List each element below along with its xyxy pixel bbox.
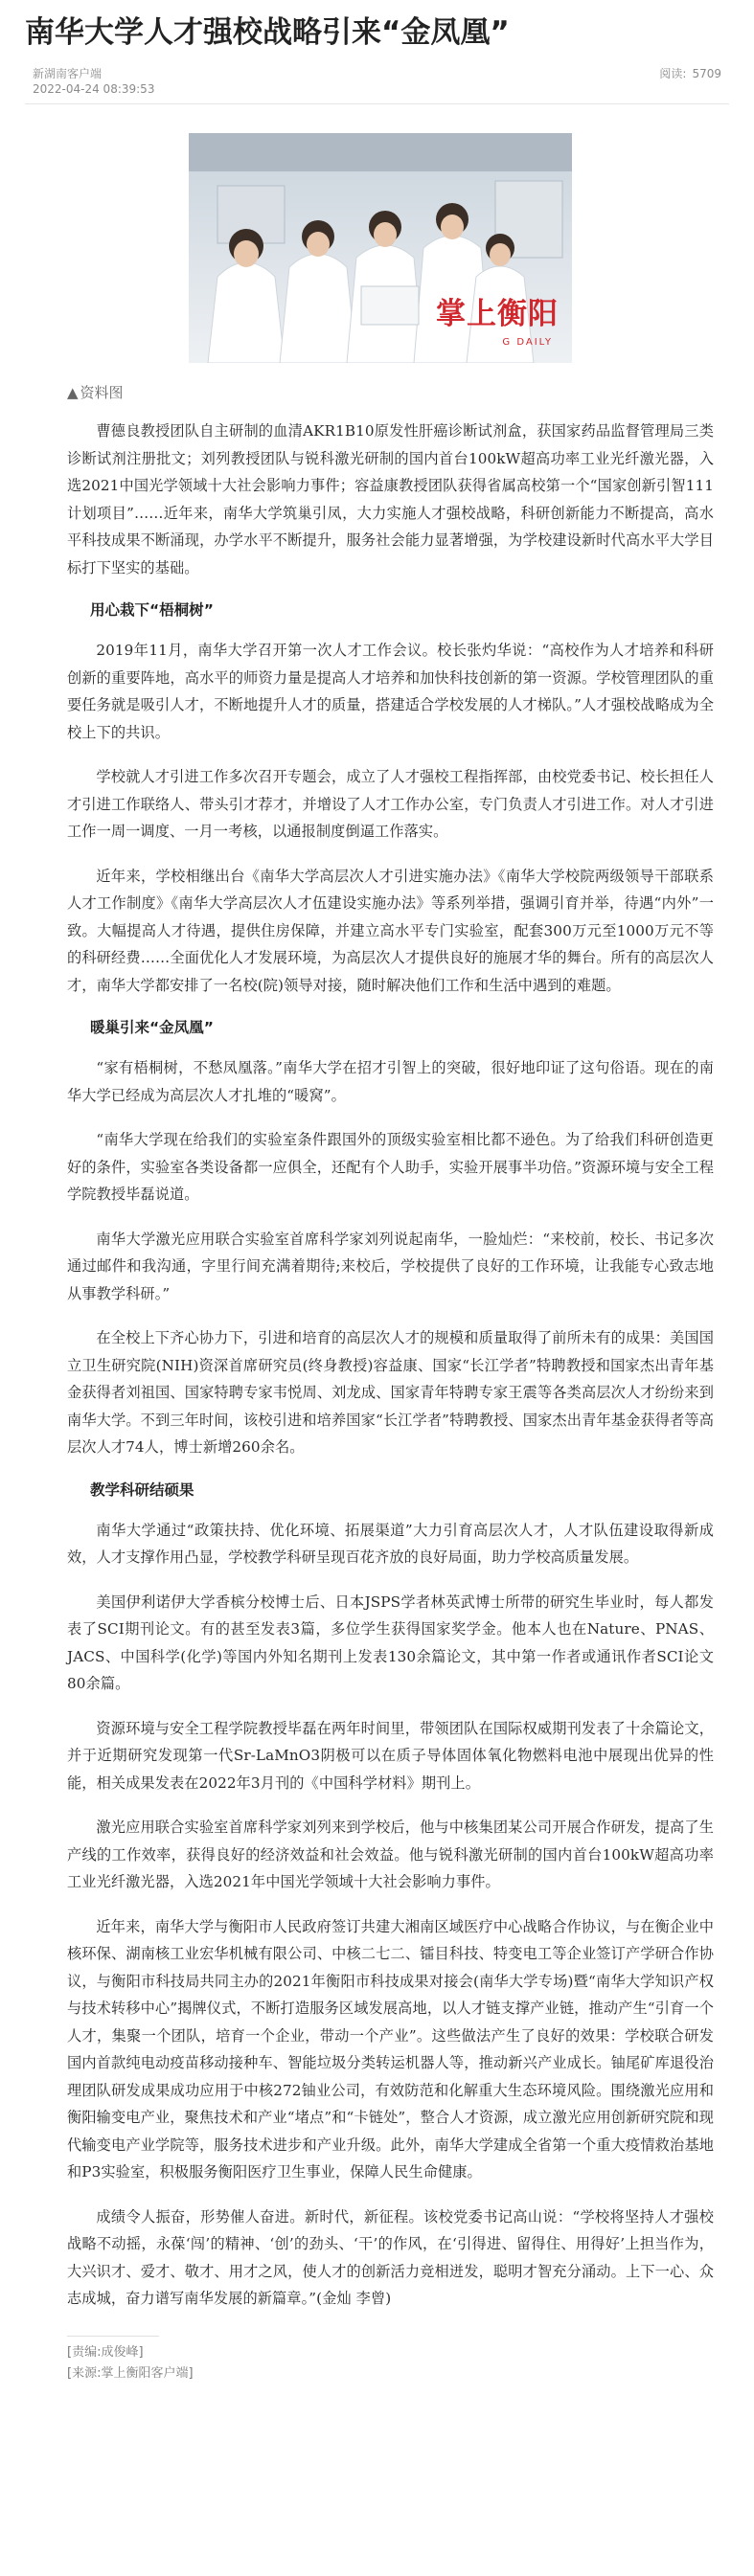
article-paragraph: 学校就人才引进工作多次召开专题会，成立了人才强校工程指挥部，由校党委书记、校长担任人才引进工作联络人、带头引才荐才，并增设了人才工作办公室，专门负责人才引进工作。对人才引进工作一周一调度、一月一考核，以通报制度倒逼工作落实。 <box>67 768 714 840</box>
article-paragraph: 曹德良教授团队自主研制的血清AKR1B10原发性肝癌诊断试剂盒，获国家药品监督管理局三类诊断试剂注册批文；刘列教授团队与锐科激光研制的国内首台100kW超高功率工业光纤激光器，入选2021中国光学领域十大社会影响力事件；容益康教授团队获得省属高校第一个“国家创新引智111计划项目”……近年来，南华大学筑巢引凤，大力实施人才强校战略，科研创新能力不断提高，高水平科技成果不断涌现，办学水平不断提升，服务社会能力显著增强，为学校建设新时代高水平大学目标打下坚实的基础。 <box>67 422 714 576</box>
section-heading: 暖巢引来“金凤凰” <box>90 1019 214 1036</box>
article-paragraph: 成绩令人振奋，形势催人奋进。新时代，新征程。该校党委书记高山说：“学校将坚持人才强校战略不动摇，永葆‘闯’的精神、‘创’的劲头、‘干’的作风，在‘引得进、留得住、用得好’上担当作为，大兴识才、爱才、敬才、用才之风，使人才的创新活力竞相迸发，聪明才智充分涌动。上下一心、众志成城，奋力谱写南华发展的新篇章。”(金灿 李曾) <box>67 2207 714 2307</box>
footer-divider <box>67 2336 159 2337</box>
article-paragraph: 2019年11月，南华大学召开第一次人才工作会议。校长张灼华说：“高校作为人才培养和科研创新的重要阵地，高水平的师资力量是提高人才培养和加快科技创新的第一资源。学校管理团队的重要任务就是吸引人才，不断地提升人才的质量，搭建适合学校发展的人才梯队。”人才强校战略成为全校上下的共识。 <box>67 642 714 741</box>
media-logo: 掌上衡阳 <box>436 297 559 331</box>
article-paragraph: 资源环境与安全工程学院教授毕磊在两年时间里，带领团队在国际权威期刊发表了十余篇论文，并于近期研究发现第一代Sr-LaMnO3阴极可以在质子导体固体氧化物燃料电池中展现出优异的性能，相关成果发表在2022年3月刊的《中国科学材料》期刊上。 <box>67 1719 714 1792</box>
article-paragraph: 南华大学通过“政策扶持、优化环境、拓展渠道”大力引育高层次人才，人才队伍建设取得新成效，人才支撑作用凸显，学校教学科研呈现百花齐放的良好局面，助力学校高质量发展。 <box>67 1521 714 1566</box>
read-count-label: 阅读: <box>659 67 687 80</box>
article-paragraph: 在全校上下齐心协力下，引进和培育的高层次人才的规模和质量取得了前所未有的成果：美国国立卫生研究院(NIH)资深首席研究员(终身教授)容益康、国家“长江学者”特聘教授和国家杰出青年基金获得者刘祖国、国家特聘专家韦悦周、刘龙成、国家青年特聘专家王震等各类高层次人才纷纷来到南华大学。不到三年时间，该校引进和培养国家“长江学者”特聘教授、国家杰出青年基金获得者等高层次人才74人，博士新增260余名。 <box>67 1329 714 1456</box>
article-paragraph: 美国伊利诺伊大学香槟分校博士后、日本JSPS学者林英武博士所带的研究生毕业时，每人都发表了SCI期刊论文。有的甚至发表3篇，多位学生获得国家奖学金。他本人也在Nature、PNAS、JACS、中国科学(化学)等国内外知名期刊上发表130余篇论文，其中第一作者或通讯作者SCI论文80余篇。 <box>67 1593 714 1692</box>
article-time: 2022-04-24 08:39:53 <box>33 82 155 96</box>
article-paragraph: 激光应用联合实验室首席科学家刘列来到学校后，他与中核集团某公司开展合作研发，提高了生产线的工作效率，获得良好的经济效益和社会效益。他与锐科激光研制的国内首台100kW超高功率工业光纤激光器，入选2021年中国光学领域十大社会影响力事件。 <box>67 1819 714 1890</box>
section-heading: 用心栽下“梧桐树” <box>90 601 214 619</box>
photo-caption-text: 资料图 <box>80 384 124 401</box>
article-body <box>67 418 714 2313</box>
photo-caption <box>67 382 729 402</box>
editor-credit: [责编:成俊峰] <box>67 2344 144 2360</box>
article-source[interactable]: 新湖南客户端 <box>33 67 103 80</box>
triangle-up-icon: ▲ <box>67 384 79 401</box>
article-title: 南华大学人才强校战略引来“金凤凰” <box>25 15 510 50</box>
read-count-value: 5709 <box>692 67 721 80</box>
source-credit: [来源:掌上衡阳客户端] <box>67 2365 194 2381</box>
media-logo-sub: G DAILY <box>502 337 553 348</box>
article-paragraph: 南华大学激光应用联合实验室首席科学家刘列说起南华，一脸灿烂：“来校前，校长、书记多次通过邮件和我沟通，字里行间充满着期待;来校后，学校提供了良好的工作环境，让我能专心致志地从事教学科研。” <box>67 1230 714 1302</box>
article-paragraph: “家有梧桐树，不愁凤凰落。”南华大学在招才引智上的突破，很好地印证了这句俗语。现在的南华大学已经成为高层次人才扎堆的“暖窝”。 <box>67 1059 714 1104</box>
article-meta <box>25 61 729 104</box>
article-paragraph: 近年来，南华大学与衡阳市人民政府签订共建大湘南区域医疗中心战略合作协议，与在衡企业中核环保、湖南核工业宏华机械有限公司、中核二七二、镭目科技、特变电工等企业签订产学研合作协议，与衡阳市科技局共同主办的2021年衡阳市科技成果对接会(南华大学专场)暨“南华大学知识产权与技术转移中心”揭牌仪式，不断打造服务区域发展高地，以人才链支撑产业链，推动产生“引育一个人才，集聚一个团队，培育一个企业，带动一个产业”。这些做法产生了良好的效果：学校联合研发国内首款纯电动疫苗移动接种车、智能垃圾分类转运机器人等，推动新兴产业成长。铀尾矿库退役治理团队研发成果成功应用于中核272铀业公司，有效防范和化解重大生态环境风险。围绕激光应用和衡阳输变电产业，聚焦技术和产业“堵点”和“卡链处”，整合人才资源，成立激光应用创新研究院和现代输变电产业学院等，服务技术进步和产业升级。此外，南华大学建成全省第一个重大疫情救治基地和P3实验室，积极服务衡阳医疗卫生事业，保障人民生命健康。 <box>67 1917 714 2181</box>
article-photo[interactable] <box>189 133 572 363</box>
article-paragraph: “南华大学现在给我们的实验室条件跟国外的顶级实验室相比都不逊色。为了给我们科研创造更好的条件，实验室各类设备都一应俱全，还配有个人助手，实验开展事半功倍。”资源环境与安全工程学院教授毕磊说道。 <box>67 1131 714 1203</box>
article-paragraph: 近年来，学校相继出台《南华大学高层次人才引进实施办法》《南华大学校院两级领导干部联系人才工作制度》《南华大学高层次人才伍建设实施办法》等系列举措，强调引育并举，待遇“内外”一致。大幅提高人才待遇，提供住房保障，并建立高水平专门实验室，配套300万元至1000万元不等的科研经费……全面优化人才发展环境，为高层次人才提供良好的施展才华的舞台。所有的高层次人才，南华大学都安排了一名校(院)领导对接，随时解决他们工作和生活中遇到的难题。 <box>67 867 714 994</box>
read-count <box>659 65 721 81</box>
section-heading: 教学科研结硕果 <box>90 1480 194 1499</box>
